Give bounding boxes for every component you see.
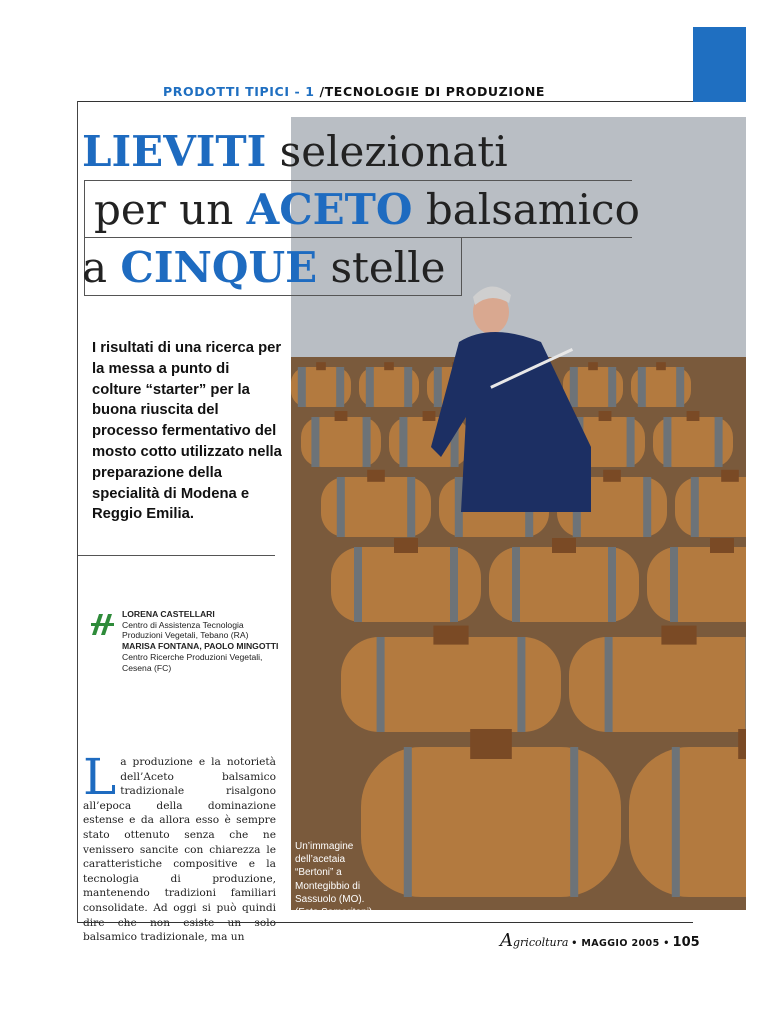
- barrel-hoop: [298, 367, 306, 407]
- magazine-name: Agricoltura: [500, 930, 569, 951]
- barrel-hoop: [608, 367, 616, 407]
- barrel-cap: [599, 411, 612, 421]
- headline-line-2: per un ACETO balsamico: [94, 185, 640, 234]
- barrel-cap: [470, 729, 512, 759]
- crpv-logo-icon: [89, 611, 116, 638]
- barrel-hoop: [366, 367, 374, 407]
- header-rule: [78, 101, 693, 102]
- barrel-hoop: [399, 417, 407, 467]
- article-body: [83, 748, 276, 945]
- barrel-hoop: [676, 367, 684, 407]
- barrel-hoop: [404, 747, 412, 897]
- body-paragraph: a produzione e la notorietà dell’Aceto balsamico tradizionale risalgono all’epoca della dominazione estense e da allora esso è sempre stato ottenuto senza che ne venissero sancite con chiarezza le caratteristiche compositive e la tecnologia di produzione, mantenendo tradizioni familiari consolidate. Ad oggi si può quindi balsamico tradizionale, ma un: [83, 756, 276, 944]
- authors-block: [122, 609, 282, 673]
- barrel: [675, 477, 746, 537]
- barrel-hoop: [354, 547, 362, 622]
- barrel-hoop: [311, 417, 319, 467]
- barrel-hoop: [434, 367, 442, 407]
- barrel-hoop: [638, 367, 646, 407]
- barrel-cap: [433, 626, 468, 645]
- barrel-cap: [661, 626, 696, 645]
- author-name: LORENA CASTELLARI: [122, 609, 215, 619]
- barrel-hoop: [672, 747, 680, 897]
- barrel-hoop: [337, 477, 345, 537]
- barrel-hoop: [363, 417, 371, 467]
- barrel-cap: [316, 362, 326, 370]
- section-header: [163, 84, 686, 102]
- barrel-cap: [384, 362, 394, 370]
- barrel-cap: [552, 538, 576, 553]
- photo-caption: Un’immagine dell’acetaia “Bertoni” a Montegibbio di Sassuolo (MO). (Foto Samaritani): [295, 841, 373, 919]
- author-affiliation: Centro Ricerche Produzioni Vegetali, Cesena (FC): [122, 651, 263, 673]
- headline-line-3: a CINQUE stelle: [82, 243, 446, 292]
- barrel: [361, 747, 621, 897]
- left-rule: [77, 101, 78, 923]
- barrel-hoop: [377, 637, 385, 732]
- barrel-hoop: [605, 637, 613, 732]
- barrel-hoop: [745, 637, 746, 732]
- barrel-hoop: [450, 547, 458, 622]
- barrel: [341, 637, 561, 732]
- barrel-cap: [687, 411, 700, 421]
- barrel-hoop: [517, 637, 525, 732]
- barrel-cap: [335, 411, 348, 421]
- barrel: [489, 547, 639, 622]
- headline-line-1: LIEVITI selezionati: [82, 127, 508, 176]
- page-footer: [500, 930, 700, 951]
- section-color-tab: [693, 27, 746, 102]
- barrel-hoop: [670, 547, 678, 622]
- barrel-hoop: [570, 367, 578, 407]
- barrel-cap: [656, 362, 666, 370]
- barrel-hoop: [691, 477, 699, 537]
- section-topic: /TECNOLOGIE DI PRODUZIONE: [319, 84, 546, 99]
- issue-date: • MAGGIO 2005 •: [571, 938, 670, 949]
- barrel-hoop: [512, 547, 520, 622]
- author-name: MARISA FONTANA, PAOLO MINGOTTI: [122, 641, 279, 652]
- footer-rule: [78, 922, 693, 923]
- barrel-hoop: [336, 367, 344, 407]
- drop-cap: L: [83, 748, 117, 806]
- barrel-cap: [588, 362, 598, 370]
- barrel-cap: [710, 538, 734, 553]
- barrel-hoop: [643, 477, 651, 537]
- barrel-hoop: [627, 417, 635, 467]
- section-label: PRODOTTI TIPICI - 1: [163, 84, 315, 99]
- barrel-hoop: [407, 477, 415, 537]
- barrel-cap: [738, 729, 746, 759]
- barrel-cap: [721, 470, 739, 482]
- barrel: [629, 747, 746, 897]
- barrel-hoop: [663, 417, 671, 467]
- barrel-cap: [394, 538, 418, 553]
- barrel-hoop: [404, 367, 412, 407]
- barrel-hoop: [570, 747, 578, 897]
- barrel: [647, 547, 746, 622]
- barrel-cap: [603, 470, 621, 482]
- barrel-hoop: [715, 417, 723, 467]
- article-subtitle: I risultati di una ricerca per la messa a punto di colture “starter” per la buona riuscita del processo fermentativo del mosto cotto utilizzato nella preparazione della specialità di Modena e Reggio Emilia.: [92, 340, 282, 523]
- barrel-cap: [367, 470, 385, 482]
- subtitle-rule: [78, 555, 275, 556]
- barrel: [569, 637, 746, 732]
- barrel: [331, 547, 481, 622]
- author-affiliation: Centro di Assistenza Tecnologia Produzioni Vegetali, Tebano (RA): [122, 619, 249, 641]
- barrel-hoop: [608, 547, 616, 622]
- page-number: 105: [672, 935, 700, 950]
- barrel-cap: [423, 411, 436, 421]
